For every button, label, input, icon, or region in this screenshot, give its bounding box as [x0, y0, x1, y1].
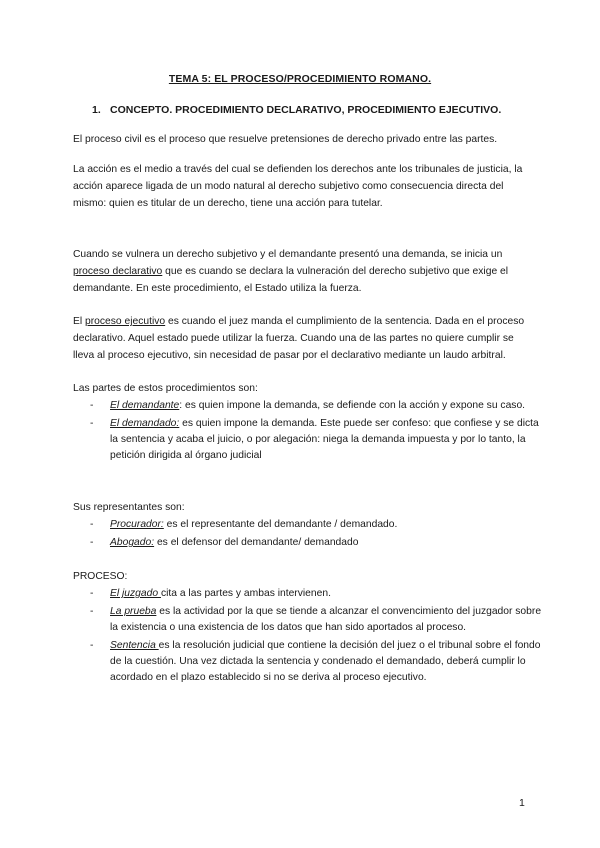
item-text: : es quien impone la demanda, se defiende con la acción y expone su caso. [179, 400, 526, 411]
item-text: es el representante del demandante / demandado. [163, 519, 398, 530]
term-juzgado: El juzgado [110, 588, 161, 599]
item-text: es la actividad por la que se tiende a alcanzar el convencimiento del juzgador sobre la existencia o una existencia de los datos que han sido aportados al proceso. [110, 606, 542, 633]
term-abogado: Abogado: [110, 537, 155, 548]
item-text: es quien impone la demanda. Este puede ser confeso: que confiese y se dicta la sentencia y acaba el juicio, o por alegación: niega la demanda impuesta y por lo tanto, la petición dirigida al órgano judicial [110, 418, 539, 461]
paragraph-ejecutivo [73, 313, 533, 364]
item-text: cita a las partes y ambas intervienen. [160, 588, 331, 599]
proceso-intro: PROCESO: [73, 571, 128, 582]
paragraph-declarativo [73, 246, 533, 297]
section-heading [92, 104, 501, 116]
ejecutivo-after: es cuando el juez manda el cumplimiento de la sentencia. Dada en el proceso declarativo. Aquel estado puede utilizar la fuerza. Cuando una de las partes no quiere cumplir se lleva al proceso ejecutivo, sin necesidad de pasar por el declarativo mediante un laudo arbitral. [73, 316, 525, 361]
dash-bullet: - [90, 537, 94, 548]
document-title: TEMA 5: EL PROCESO/PROCEDIMIENTO ROMANO. [168, 73, 432, 85]
term-proceso-ejecutivo: proceso ejecutivo [85, 316, 166, 327]
paragraph-accion: La acción es el medio a través del cual se defienden los derechos ante los tribunales de justicia, la acción aparece ligada de un modo natural al derecho subjetivo como consecuencia directa del mismo: quien es titular de un derecho, tiene una acción para tutelar. [73, 164, 523, 209]
declarativo-after: que es cuando se declara la vulneración del derecho subjetivo que exige el demandante. En este procedimiento, el Estado utiliza la fuerza. [73, 266, 509, 294]
dash-bullet: - [90, 418, 94, 429]
dash-bullet: - [90, 400, 94, 411]
list-item [73, 535, 543, 551]
item-text: es el defensor del demandante/ demandado [154, 537, 359, 548]
term-prueba: La prueba [110, 606, 157, 617]
dash-bullet: - [90, 640, 94, 651]
list-item [73, 638, 543, 686]
dash-bullet: - [90, 606, 94, 617]
list-item [73, 416, 543, 464]
partes-intro: Las partes de estos procedimientos son: [73, 383, 258, 394]
item-text: es la resolución judicial que contiene la decisión del juez o el tribunal sobre el fondo de la cuestión. Una vez dictada la sentencia y condenado el demandado, deberá cumplir lo acordado en el plazo establecido si no se deriva al proceso ejecutivo. [110, 640, 541, 683]
term-proceso-declarativo: proceso declarativo [73, 266, 163, 277]
term-sentencia: Sentencia [110, 640, 159, 651]
representantes-intro: Sus representantes son: [73, 502, 185, 513]
section-number: 1. [92, 104, 101, 116]
section-heading-text: CONCEPTO. PROCEDIMIENTO DECLARATIVO, PROCEDIMIENTO EJECUTIVO. [110, 104, 502, 116]
representantes-list [73, 517, 543, 553]
dash-bullet: - [90, 519, 94, 530]
declarativo-before: Cuando se vulnera un derecho subjetivo y el demandante presentó una demanda, se inicia un [73, 249, 503, 260]
term-demandado: El demandado: [110, 418, 180, 429]
list-item [73, 398, 543, 414]
list-item [73, 604, 543, 636]
term-demandante: El demandante [110, 400, 180, 411]
page-number: 1 [519, 797, 525, 809]
list-item [73, 517, 543, 533]
partes-list [73, 398, 543, 466]
list-item [73, 586, 543, 602]
term-procurador: Procurador: [110, 519, 164, 530]
paragraph-proceso-civil: El proceso civil es el proceso que resuelve pretensiones de derecho privado entre las partes. [73, 134, 498, 145]
ejecutivo-before: El [73, 316, 86, 327]
proceso-list [73, 586, 543, 688]
dash-bullet: - [90, 588, 94, 599]
